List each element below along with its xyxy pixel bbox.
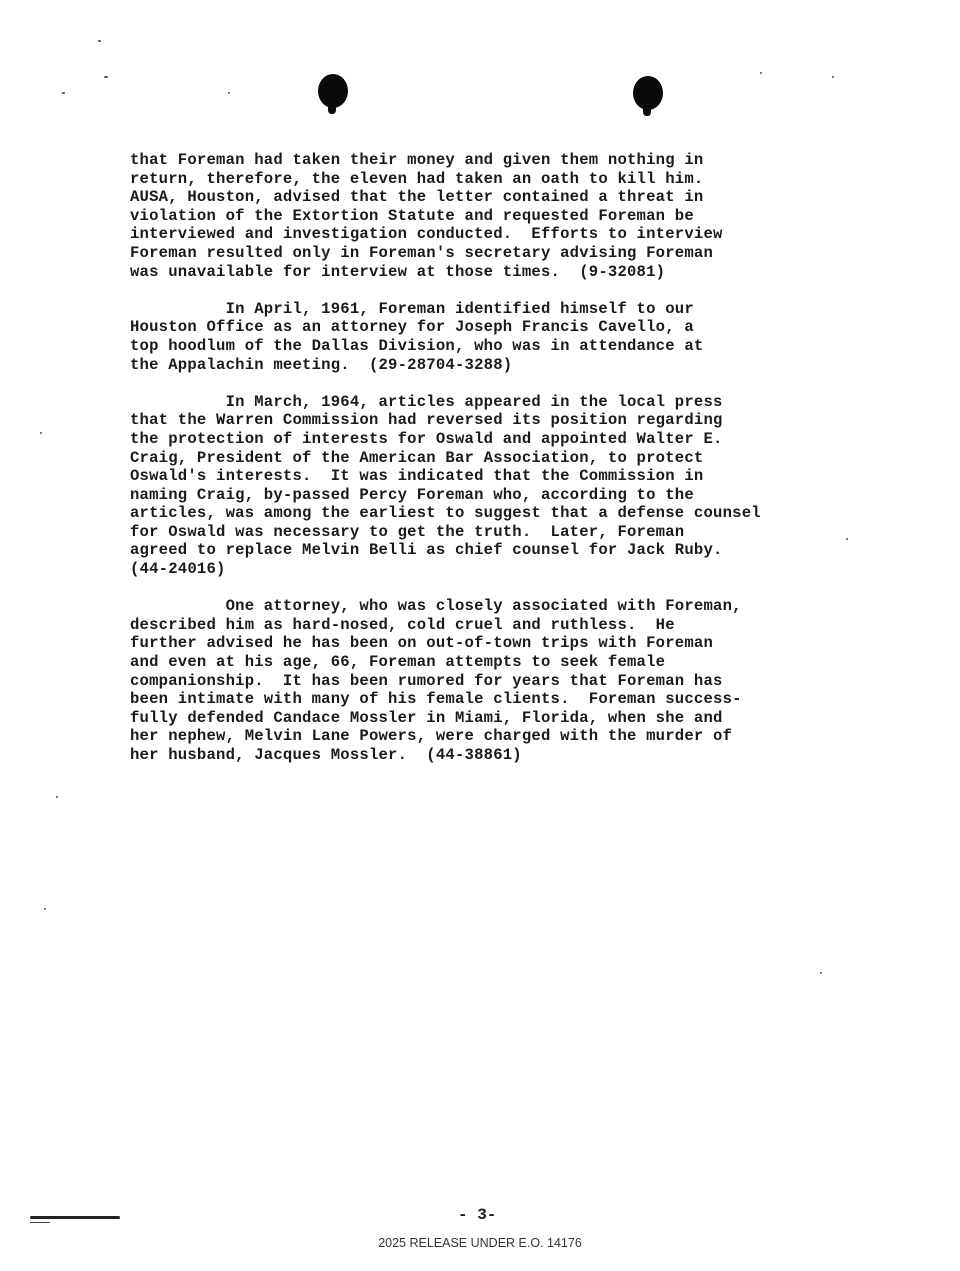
text-line: agreed to replace Melvin Belli as chief counsel for Jack Ruby. <box>130 541 723 560</box>
text-line: fully defended Candace Mossler in Miami, Florida, when she and <box>130 708 723 727</box>
text-line: described him as hard-nosed, cold cruel and ruthless. He <box>130 615 675 634</box>
punch-hole-left <box>318 74 348 108</box>
text-line: the protection of interests for Oswald and appointed Walter E. <box>130 429 723 448</box>
text-line: top hoodlum of the Dallas Division, who was in attendance at <box>130 336 704 355</box>
scan-speck <box>44 908 46 910</box>
scan-smudge <box>30 1222 50 1223</box>
text-line: Foreman resulted only in Foreman's secretary advising Foreman <box>130 243 714 262</box>
page-number: - 3- <box>458 1206 497 1224</box>
text-line: Houston Office as an attorney for Joseph Francis Cavello, a <box>130 318 694 337</box>
text-line: articles, was among the earliest to suggest that a defense counsel <box>130 504 761 523</box>
text-line: naming Craig, by-passed Percy Foreman who, according to the <box>130 485 694 504</box>
text-line: was unavailable for interview at those times. (9-32081) <box>130 262 666 281</box>
text-line: the Appalachin meeting. (29-28704-3288) <box>130 355 513 374</box>
text-line: Craig, President of the American Bar Association, to protect <box>130 448 704 467</box>
scan-speck <box>104 76 108 78</box>
text-line: her nephew, Melvin Lane Powers, were charged with the murder of <box>130 727 733 746</box>
text-line: Oswald's interests. It was indicated that the Commission in <box>130 467 704 486</box>
scan-speck <box>62 92 65 94</box>
text-line: In March, 1964, articles appeared in the local press <box>130 392 723 411</box>
text-line: that the Warren Commission had reversed its position regarding <box>130 411 723 430</box>
text-line: One attorney, who was closely associated with Foreman, <box>130 597 742 616</box>
scan-speck <box>820 972 822 974</box>
scan-speck <box>228 92 230 94</box>
scan-speck <box>56 796 58 798</box>
paragraph <box>130 151 890 281</box>
memo-body <box>130 151 890 783</box>
text-line: her husband, Jacques Mossler. (44-38861) <box>130 746 522 764</box>
text-line: further advised he has been on out-of-town trips with Foreman <box>130 634 714 653</box>
paragraph <box>130 597 890 764</box>
text-line: that Foreman had taken their money and given them nothing in <box>130 151 704 169</box>
text-line: AUSA, Houston, advised that the letter contained a threat in <box>130 188 704 207</box>
text-line: been intimate with many of his female clients. Foreman success- <box>130 690 742 709</box>
text-line: for Oswald was necessary to get the truth. Later, Foreman <box>130 522 685 541</box>
text-line: (44-24016) <box>130 560 226 579</box>
scan-speck <box>760 72 762 74</box>
text-line: violation of the Extortion Statute and requested Foreman be <box>130 206 694 225</box>
text-line: interviewed and investigation conducted. Efforts to interview <box>130 225 723 244</box>
release-note: 2025 RELEASE UNDER E.O. 14176 <box>378 1236 582 1250</box>
text-line: companionship. It has been rumored for years that Foreman has <box>130 671 723 690</box>
paragraph <box>130 300 890 374</box>
paragraph <box>130 393 890 579</box>
scan-speck <box>832 76 834 78</box>
scan-speck <box>98 40 101 42</box>
text-line: In April, 1961, Foreman identified himself to our <box>130 299 694 318</box>
scan-smudge <box>30 1216 120 1219</box>
punch-hole-right <box>633 76 663 110</box>
text-line: return, therefore, the eleven had taken an oath to kill him. <box>130 169 704 188</box>
text-line: and even at his age, 66, Foreman attempts to seek female <box>130 653 666 672</box>
scan-speck <box>40 432 42 434</box>
